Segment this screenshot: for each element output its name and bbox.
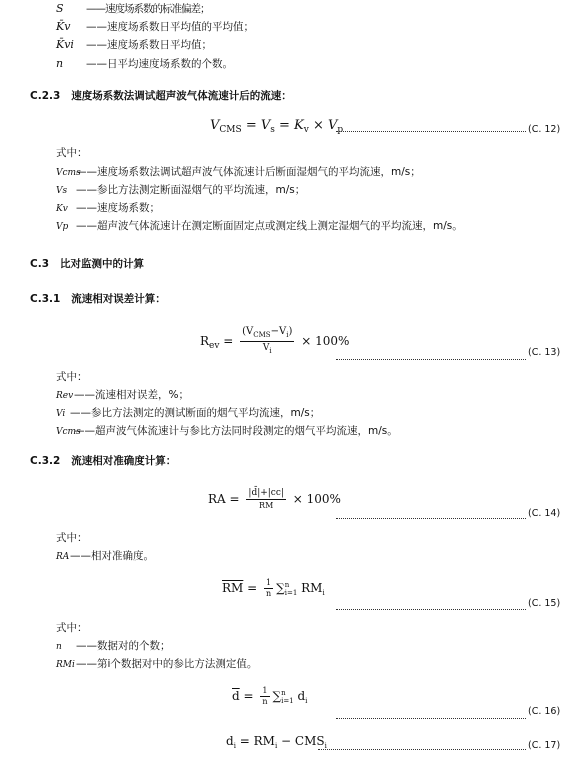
section-title: 比对监测中的计算 <box>59 258 144 270</box>
def-rmi <box>56 657 257 672</box>
fraction <box>240 326 294 357</box>
where-label: 式中： <box>56 371 88 383</box>
fraction <box>246 487 286 512</box>
def-description: ——速度场系数日平均值的平均值； <box>86 21 254 33</box>
fraction <box>264 578 273 599</box>
dot-leader <box>318 749 526 750</box>
fraction-denominator: n <box>266 589 272 598</box>
def-description: ——第i个数据对中的参比方法测定值。 <box>76 658 258 670</box>
def-description: ——超声波气体流速计在测定断面固定点或测定线上测定湿烟气的平均流速，m/s。 <box>76 220 463 232</box>
sum-upper: n <box>284 580 290 589</box>
fraction-denominator <box>263 342 272 357</box>
section-title: 流速相对误差计算： <box>71 293 166 305</box>
def-symbol: K̄v <box>56 20 71 33</box>
eq-symbol: $\overline{RM}$ <box>222 581 244 595</box>
eq-subscript: v <box>303 125 309 135</box>
fraction-numerator: 1 <box>262 686 268 695</box>
def-n <box>56 57 233 71</box>
sum-lower: i=1 <box>284 588 298 597</box>
eq-symbol: −V <box>270 326 287 337</box>
sum-upper: n <box>281 688 286 697</box>
def-description: ——速度场系数日平均值； <box>86 39 212 51</box>
fraction-numerator: 1 <box>266 578 272 587</box>
eq-symbol: RA = <box>208 492 240 506</box>
eq-symbol: × V <box>312 118 338 133</box>
fraction <box>260 686 269 707</box>
equation-number: (C. 12) <box>528 124 561 135</box>
def-symbol: n <box>56 57 64 70</box>
def-symbol: Vs <box>56 186 68 196</box>
def-description: ——流速相对误差，%； <box>74 389 189 401</box>
eq-symbol: V <box>210 118 220 133</box>
eq-symbol: × 100% <box>292 492 341 506</box>
def-symbol: RA <box>56 552 70 562</box>
def-symbol: RMi <box>56 660 75 670</box>
eq-subscript: i <box>233 742 236 750</box>
section-number: C.3 <box>30 258 50 270</box>
eq-subscript: i <box>305 697 308 705</box>
equation-number: (C. 16) <box>528 706 561 717</box>
fraction-numerator: |d̄|+|cc| <box>248 488 284 498</box>
dot-leader <box>336 718 526 719</box>
def-vs <box>56 183 305 198</box>
section-c23-heading <box>30 88 292 103</box>
def-kvi <box>56 38 212 52</box>
eq-symbol: = V <box>245 118 271 133</box>
eq-subscript: p <box>337 125 344 135</box>
eq-symbol: = <box>247 581 258 595</box>
eq-symbol: R <box>200 334 210 348</box>
def-vi <box>56 406 320 421</box>
eq-subscript: i <box>324 742 327 750</box>
def-description: ——相对准确度。 <box>70 550 154 562</box>
eq-symbol: = <box>243 689 254 703</box>
eq-subscript: ev <box>209 341 220 351</box>
eq-symbol: RM <box>301 581 323 595</box>
summation-symbol: ∑ <box>272 689 282 703</box>
equation-c15 <box>222 578 325 599</box>
eq-subscript: CMS <box>253 331 271 339</box>
sum-lower: i=1 <box>281 696 294 705</box>
def-description: ——参比方法测定的测试断面的烟气平均流速，m/s； <box>70 407 321 419</box>
def-description: ——速度场系数的标准偏差； <box>86 3 210 15</box>
eq-symbol: − CMS <box>281 734 325 748</box>
section-c32-heading <box>30 453 176 468</box>
eq-symbol: d <box>297 689 306 703</box>
equation-c14 <box>208 487 341 512</box>
eq-subscript: s <box>270 125 275 135</box>
section-title: 速度场系数法调试超声波气体流速计后的流速： <box>71 90 292 102</box>
sum-limits <box>285 581 298 597</box>
equation-number: (C. 15) <box>528 598 561 609</box>
def-description: ——参比方法测定断面湿烟气的平均流速，m/s； <box>76 184 306 196</box>
dot-leader <box>336 131 526 132</box>
eq-subscript: i <box>322 589 325 597</box>
section-c31-heading <box>30 291 166 306</box>
where-label: 式中： <box>56 532 88 544</box>
def-vcms <box>56 424 398 439</box>
def-symbol: Kv <box>56 204 68 214</box>
eq-symbol: (V <box>242 326 254 337</box>
dot-leader <box>336 518 526 519</box>
equation-c17 <box>226 734 327 750</box>
def-ra <box>56 549 154 564</box>
def-description: ——超声波气体流速计与参比方法同时段测定的烟气平均流速，m/s。 <box>74 425 398 437</box>
eq-subscript: i <box>274 742 278 750</box>
equation-number: (C. 17) <box>528 740 561 751</box>
section-number: C.2.3 <box>30 90 61 102</box>
dot-leader <box>336 609 526 610</box>
def-s <box>56 2 210 16</box>
def-symbol: K̄vi <box>56 38 74 51</box>
equation-c16 <box>232 686 307 707</box>
def-rev <box>56 388 189 403</box>
def-description: ——数据对的个数； <box>76 640 171 652</box>
eq-subscript: i <box>269 347 272 355</box>
section-number: C.3.1 <box>30 293 61 305</box>
def-symbol: Vcms <box>56 168 81 178</box>
def-symbol: Vcms <box>56 427 81 437</box>
def-symbol: Vp <box>56 222 69 232</box>
equation-number: (C. 14) <box>528 508 561 519</box>
def-vcms <box>56 165 421 180</box>
fraction-denominator: RM <box>259 501 274 510</box>
summation-symbol: ∑ <box>276 581 285 595</box>
eq-symbol: = RM <box>239 734 275 748</box>
where-label: 式中： <box>56 622 88 634</box>
fraction-denominator: n <box>262 697 268 706</box>
equation-number: (C. 13) <box>528 347 561 358</box>
eq-symbol: d <box>226 734 234 748</box>
where-label: 式中： <box>56 147 88 159</box>
eq-subscript: i <box>286 331 289 339</box>
section-number: C.3.2 <box>30 455 61 467</box>
def-description: ——日平均速度场系数的个数。 <box>86 58 233 70</box>
dot-leader <box>336 359 526 360</box>
def-n-pairs <box>56 639 171 654</box>
def-vp <box>56 219 463 234</box>
section-title: 流速相对准确度计算： <box>71 455 177 467</box>
equation-c13: $R_{ev}$ = $\frac{(V_{CMS}-V_i)}{V_i}$ × 100% <box>200 326 350 355</box>
sum-limits <box>281 689 294 705</box>
def-symbol: Vi <box>56 409 66 419</box>
section-c3-heading <box>30 256 144 271</box>
def-symbol: Rev <box>56 391 74 401</box>
def-symbol: n <box>56 642 62 652</box>
fraction-numerator <box>240 326 294 342</box>
equation-c12 <box>210 118 343 135</box>
eq-symbol: $\overline{d}$ <box>232 689 240 703</box>
eq-symbol: = K <box>279 118 304 133</box>
eq-subscript: CMS <box>219 125 242 135</box>
def-description: ——速度场系数； <box>76 202 160 214</box>
eq-symbol: × 100% <box>301 334 350 348</box>
def-kv-mean <box>56 20 254 34</box>
def-symbol: S <box>56 2 64 15</box>
eq-symbol: ) <box>288 326 293 337</box>
def-description: ——速度场系数法调试超声波气体流速计后断面湿烟气的平均流速，m/s； <box>76 166 421 178</box>
def-kv <box>56 201 160 216</box>
eq-symbol: V <box>262 343 270 353</box>
